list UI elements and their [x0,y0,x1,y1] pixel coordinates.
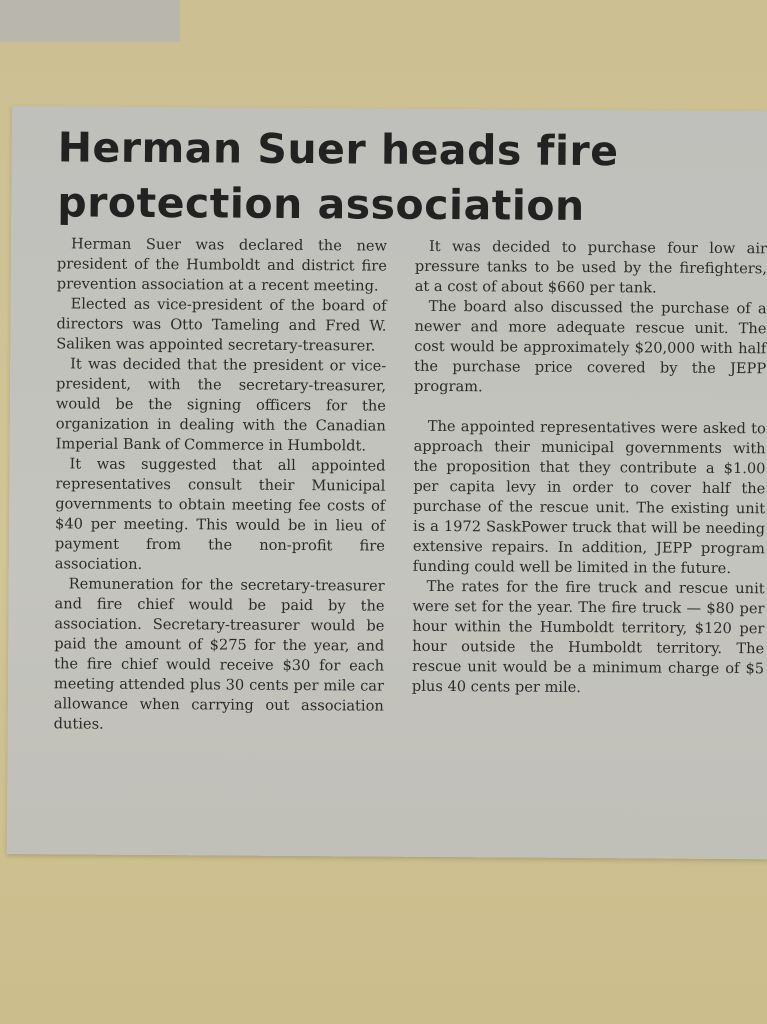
paragraph: Elected as vice-president of the board of directors was Otto Tameling and Fred W. Saliken was appointed secretary-treasurer. [56,295,387,355]
paragraph: It was decided to purchase four low air pressure tanks to be used by the firefighters, at a cost of about $660 per tank. [414,237,767,297]
newspaper-clipping [7,106,767,859]
paragraph: The appointed representatives were asked to approach their municipal governments with the proposition that they contribute a $1.00 per capita levy in order to cover half the purchase of the rescue unit. The existing unit is a 1972 SaskPower truck that will be needing extensive repairs. In addition, JEPP program funding could well be limited in the future. [412,417,766,578]
right-column [412,237,767,699]
left-column [54,234,387,736]
background-paper-strip [0,0,180,42]
paragraph: Herman Suer was declared the new president of the Humboldt and district fire prevention association at a recent meeting. [56,235,388,295]
paragraph: It was decided that the president or vice-president, with the secretary-treasurer, would be the signing officers for the organization in dealing with the Canadian Imperial Bank of Commerce in Humboldt. [55,355,387,455]
paragraph: The rates for the fire truck and rescue unit were set for the year. The fire truck — $80 per hour within the Humboldt territory, $120 per hour outside the Humboldt territory. The rescue unit would be a minimum charge of $5 plus 40 cents per mile. [411,577,765,696]
paragraph: The board also discussed the purchase of a newer and more adequate rescue unit. The cost would be approximately $20,000 with half the purchase price covered by the JEPP program. [413,297,767,396]
paragraph: It was suggested that all appointed representatives consult their Municipal governments to obtain meeting fee costs of $40 per meeting. This would be in lieu of payment from the non-profit fire association. [54,455,386,573]
paragraph: Remuneration for the secretary-treasurer and fire chief would be paid by the association. Secretary-treasurer would be paid the amount of $275 for the year, and the fire chief would receive $30 for each meeting attended plus 30 cents per mile car allowance when carrying out association duties. [53,575,385,733]
article-headline: Herman Suer heads fire protection association [57,123,619,231]
